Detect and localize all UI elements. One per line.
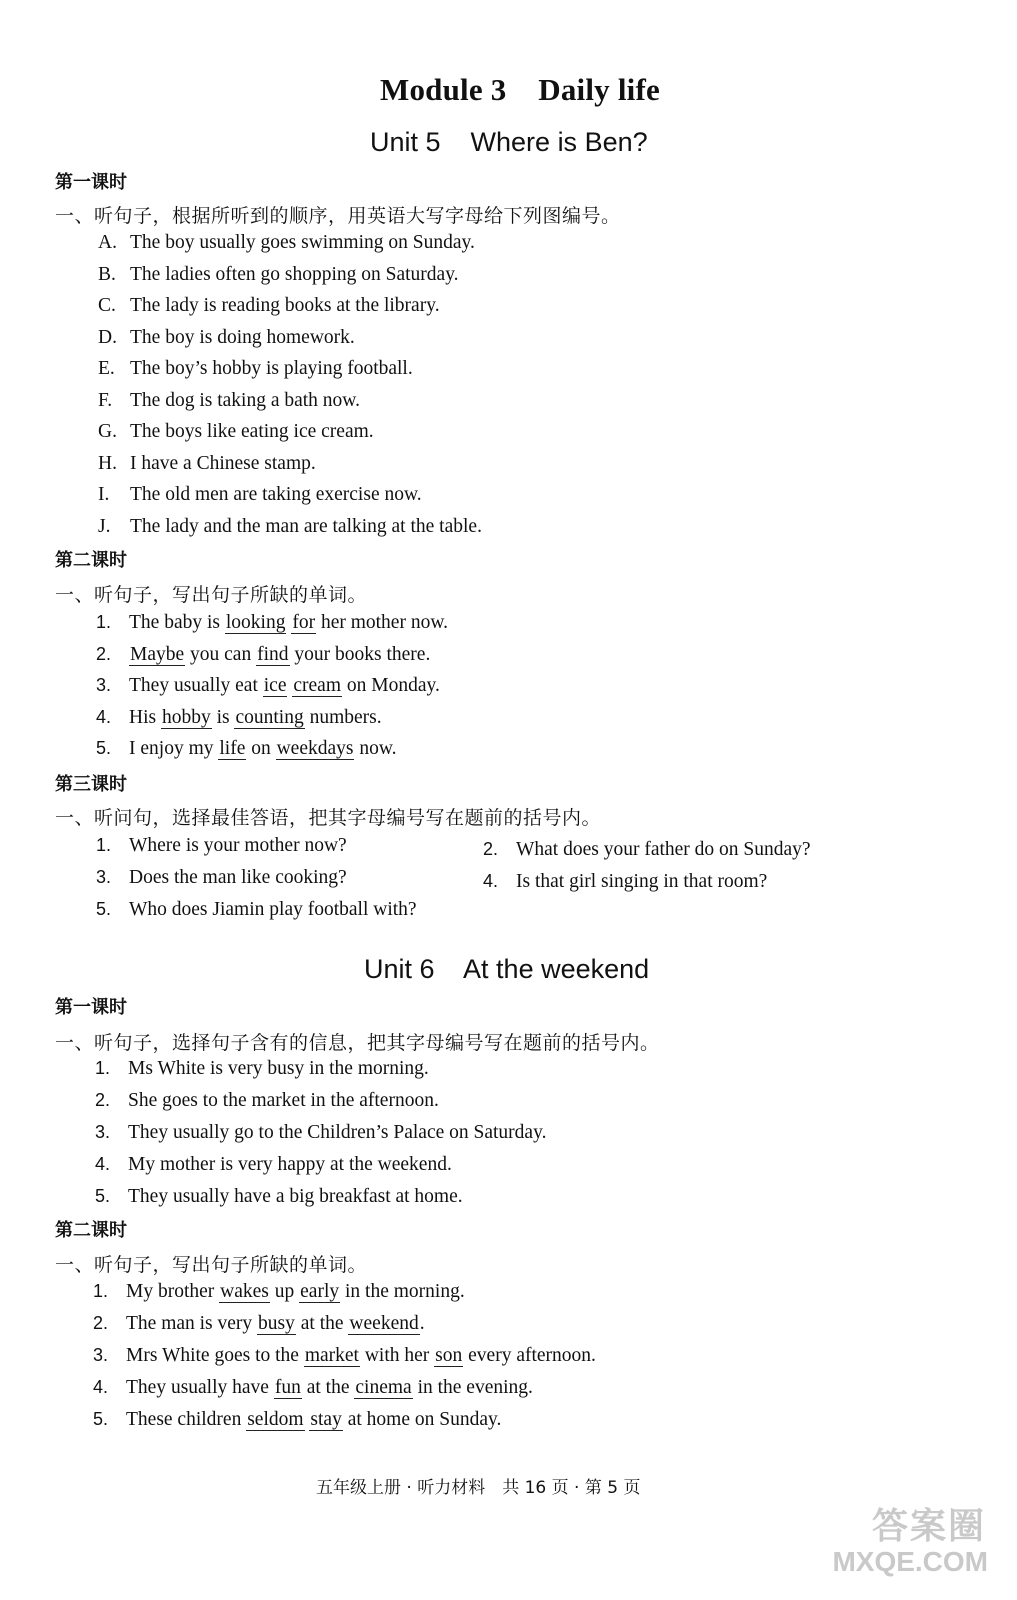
- answer-blank: weekend: [349, 1313, 419, 1334]
- item-label: I.: [98, 484, 110, 505]
- item-text: The boy’s hobby is playing football.: [130, 358, 413, 379]
- item-text: Where is your mother now?: [129, 835, 347, 856]
- sentence-text: in the morning.: [340, 1281, 465, 1302]
- list-item: [93, 1281, 465, 1303]
- item-number: 3.: [96, 867, 112, 887]
- list-item: [95, 1122, 546, 1144]
- sentence-text: numbers.: [304, 706, 382, 728]
- sentence-text: The man is very: [126, 1313, 258, 1334]
- item-number: 3.: [95, 1122, 111, 1142]
- sentence-text: at the: [295, 1313, 349, 1334]
- list-item: [98, 484, 422, 506]
- item-label: G.: [98, 421, 117, 442]
- answer-blank: wakes: [220, 1281, 269, 1302]
- item-text: The boy usually goes swimming on Sunday.: [130, 232, 475, 253]
- item-number: 2.: [483, 839, 499, 859]
- item-label: A.: [98, 232, 117, 253]
- unit5-lesson1-instruction: 一、听句子，根据所听到的顺序，用英语大写字母给下列图编号。: [55, 205, 621, 227]
- item-number: 1.: [93, 1281, 109, 1301]
- answer-blank: find: [257, 643, 289, 665]
- item-text: She goes to the market in the afternoon.: [128, 1090, 439, 1111]
- item-number: 3.: [93, 1345, 109, 1365]
- list-item: [96, 867, 347, 889]
- list-item: [93, 1377, 533, 1399]
- list-item: [95, 1154, 452, 1176]
- answer-blank: cinema: [355, 1377, 412, 1398]
- list-item: [483, 871, 767, 893]
- item-text: My mother is very happy at the weekend.: [128, 1154, 452, 1175]
- item-text: What does your father do on Sunday?: [516, 839, 811, 860]
- answer-blank: looking: [225, 612, 286, 633]
- item-number: 5.: [95, 1186, 111, 1206]
- unit6-title: Unit 6 At the weekend: [364, 954, 650, 984]
- item-number: 4.: [483, 871, 499, 891]
- list-item: [98, 516, 482, 538]
- item-text: Who does Jiamin play football with?: [129, 899, 417, 920]
- list-item: [98, 232, 475, 254]
- list-item: [95, 1090, 439, 1112]
- unit5-lesson2-instruction: 一、听句子，写出句子所缺的单词。: [55, 584, 368, 606]
- list-item: [96, 675, 440, 697]
- list-item: [98, 390, 360, 412]
- list-item: [93, 1409, 501, 1431]
- item-label: H.: [98, 452, 117, 474]
- list-item: [96, 835, 347, 857]
- sentence-text: Mrs White goes to the: [126, 1345, 304, 1366]
- item-label: B.: [98, 263, 116, 285]
- item-label: J.: [98, 515, 111, 537]
- answer-blank: cream: [293, 675, 341, 696]
- item-label: E.: [98, 358, 115, 379]
- item-label: C.: [98, 295, 116, 316]
- item-text: The lady and the man are talking at the table.: [130, 515, 482, 537]
- item-label: F.: [98, 389, 113, 411]
- sentence-text: My brother: [126, 1281, 220, 1302]
- sentence-text: They usually have: [126, 1377, 274, 1398]
- answer-blank: market: [304, 1345, 359, 1366]
- sentence-text: is: [211, 706, 235, 728]
- item-text: The boy is doing homework.: [130, 326, 355, 348]
- watermark-logo-text: 答案圈: [871, 1505, 986, 1546]
- list-item: [93, 1345, 596, 1367]
- sentence-text: your books there.: [289, 643, 431, 665]
- list-item: [98, 327, 355, 349]
- answer-blank: busy: [258, 1313, 295, 1334]
- unit5-lesson3-label: 第三课时: [55, 774, 127, 795]
- sentence-text: I enjoy my: [129, 738, 219, 759]
- module-title: Module 3 Daily life: [380, 72, 660, 107]
- item-text: The ladies often go shopping on Saturday.: [130, 263, 459, 285]
- answer-blank: for: [292, 612, 316, 633]
- sentence-text: His: [129, 706, 161, 728]
- unit6-lesson2-label: 第二课时: [55, 1220, 127, 1241]
- unit6-lesson2-instruction: 一、听句子，写出句子所缺的单词。: [55, 1254, 368, 1276]
- page-footer: 五年级上册 · 听力材料 共 16 页 · 第 5 页: [316, 1478, 641, 1498]
- sentence-text: with her: [359, 1345, 435, 1366]
- answer-blank: life: [219, 738, 246, 759]
- item-text: They usually have a big breakfast at home.: [128, 1186, 463, 1207]
- list-item: [96, 707, 382, 729]
- answer-blank: hobby: [161, 706, 211, 728]
- answer-blank: weekdays: [276, 738, 354, 759]
- answer-blank: counting: [235, 706, 304, 728]
- answer-blank: fun: [274, 1377, 301, 1398]
- item-text: Does the man like cooking?: [129, 867, 347, 888]
- list-item: [95, 1186, 463, 1208]
- list-item: [96, 899, 417, 921]
- unit6-lesson1-instruction: 一、听句子，选择句子含有的信息，把其字母编号写在题前的括号内。: [55, 1032, 660, 1054]
- item-text: The dog is taking a bath now.: [130, 389, 360, 411]
- list-item: [96, 738, 397, 760]
- item-number: 2.: [96, 643, 112, 664]
- unit6-lesson1-label: 第一课时: [55, 997, 127, 1018]
- sentence-text: at the: [301, 1377, 355, 1398]
- sentence-text: you can: [185, 643, 257, 665]
- list-item: [96, 612, 448, 634]
- item-number: 4.: [95, 1154, 111, 1174]
- sentence-text: on: [246, 738, 276, 759]
- item-number: 1.: [96, 612, 112, 632]
- sentence-text: The baby is: [129, 612, 225, 633]
- answer-blank: stay: [310, 1409, 342, 1430]
- item-number: 2.: [95, 1090, 111, 1110]
- item-text: The lady is reading books at the library.: [130, 295, 440, 316]
- item-number: 1.: [96, 835, 112, 855]
- list-item: [98, 453, 316, 475]
- item-number: 2.: [93, 1313, 109, 1333]
- sentence-text: in the evening.: [412, 1377, 533, 1398]
- item-number: 5.: [93, 1409, 109, 1429]
- item-label: D.: [98, 326, 117, 348]
- list-item: [95, 1058, 429, 1080]
- item-number: 1.: [95, 1058, 111, 1078]
- list-item: [98, 264, 459, 286]
- item-number: 4.: [96, 706, 112, 727]
- item-text: The boys like eating ice cream.: [130, 421, 374, 442]
- item-text: Is that girl singing in that room?: [516, 871, 768, 892]
- item-text: They usually go to the Children’s Palace on Saturday.: [128, 1122, 547, 1143]
- list-item: [98, 421, 374, 443]
- unit5-title: Unit 5 Where is Ben?: [370, 127, 648, 157]
- answer-blank: ice: [263, 675, 287, 696]
- watermark: [822, 1498, 992, 1598]
- sentence-text: every afternoon.: [463, 1345, 596, 1366]
- item-text: The old men are taking exercise now.: [130, 484, 422, 505]
- sentence-text: They usually eat: [129, 675, 263, 696]
- list-item: [98, 358, 413, 380]
- sentence-text: on Monday.: [342, 675, 440, 696]
- sentence-text: now.: [354, 738, 397, 759]
- watermark-url: MXQE.COM: [832, 1546, 988, 1577]
- list-item: [98, 295, 440, 317]
- list-item: [93, 1313, 425, 1335]
- item-number: 5.: [96, 738, 112, 758]
- item-text: I have a Chinese stamp.: [130, 452, 316, 474]
- unit5-lesson1-label: 第一课时: [55, 172, 127, 193]
- sentence-text: These children: [126, 1409, 247, 1430]
- answer-blank: early: [300, 1281, 340, 1302]
- sentence-text: .: [419, 1313, 425, 1334]
- sentence-text: at home on Sunday.: [342, 1409, 502, 1430]
- sentence-text: her mother now.: [316, 612, 449, 633]
- item-number: 5.: [96, 899, 112, 919]
- item-number: 3.: [96, 675, 112, 695]
- unit5-lesson3-instruction: 一、听问句，选择最佳答语，把其字母编号写在题前的括号内。: [55, 807, 602, 829]
- item-number: 4.: [93, 1377, 109, 1397]
- sentence-text: up: [269, 1281, 300, 1302]
- unit5-lesson2-label: 第二课时: [55, 550, 127, 571]
- list-item: [96, 644, 430, 666]
- answer-blank: seldom: [247, 1409, 304, 1430]
- answer-blank: son: [435, 1345, 463, 1366]
- answer-blank: Maybe: [130, 643, 185, 665]
- list-item: [483, 839, 811, 861]
- item-text: Ms White is very busy in the morning.: [128, 1058, 429, 1079]
